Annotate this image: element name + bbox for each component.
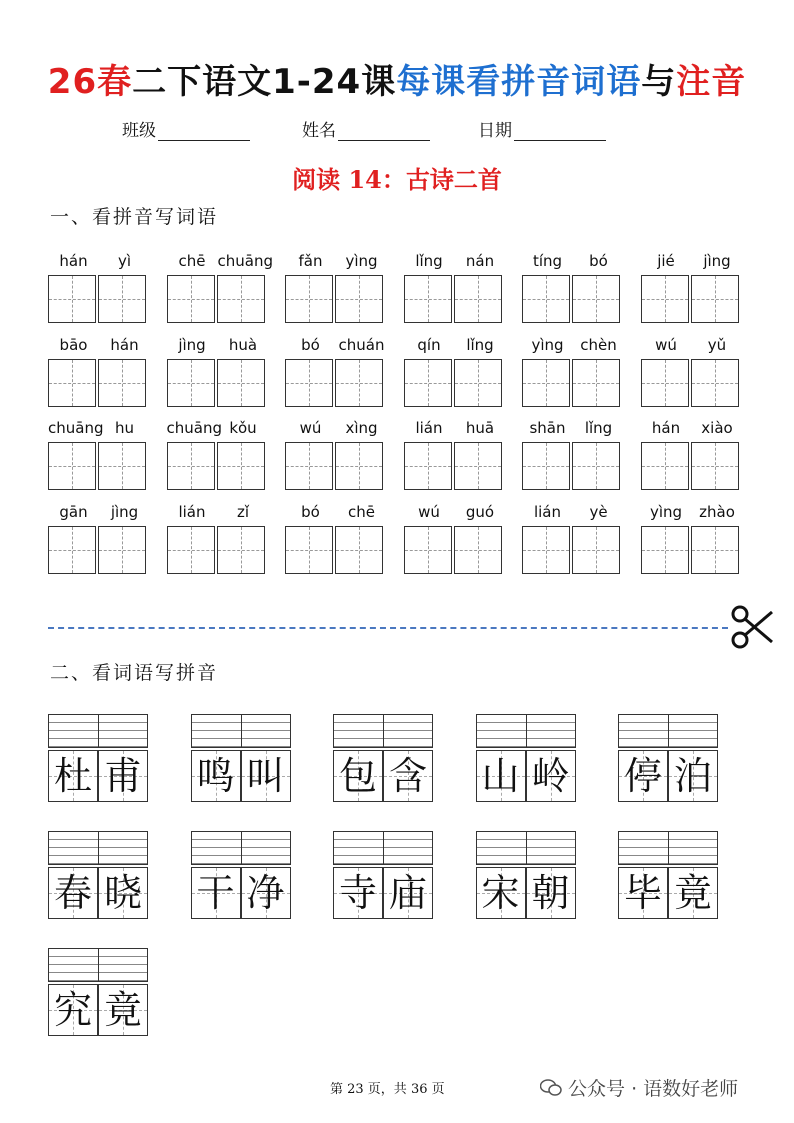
pinyin-syllable-2: huà: [228, 335, 258, 354]
pinyin-syllable-2: kǒu: [229, 419, 257, 437]
tian-box[interactable]: [48, 275, 96, 323]
tian-box[interactable]: [641, 526, 689, 574]
hanzi-char-2: 晓: [103, 871, 142, 915]
pinyin-writing-box[interactable]: [333, 831, 433, 865]
pinyin-label: [522, 417, 624, 439]
pinyin-syllable-1: lián: [178, 502, 206, 521]
pinyin-syllable-1: chē: [178, 252, 206, 270]
pinyin-label: [285, 250, 387, 272]
tian-box[interactable]: [454, 275, 502, 323]
hanzi-char-2: 竟: [673, 871, 712, 915]
pinyin-syllable-1: hán: [651, 419, 681, 437]
info-fields: [0, 116, 794, 140]
pinyin-word-item: [404, 334, 506, 416]
tian-box[interactable]: [98, 359, 146, 407]
tian-box[interactable]: [285, 359, 333, 407]
hanzi-char-2: 庙: [388, 871, 427, 915]
pinyin-label: [285, 417, 387, 439]
hanzi-box: [98, 867, 148, 919]
pinyin-label: [167, 334, 269, 356]
hanzi-box: [476, 867, 526, 919]
pinyin-word-item: [285, 334, 387, 416]
pinyin-writing-box[interactable]: [48, 714, 148, 748]
pinyin-label: [641, 250, 743, 272]
pinyin-syllable-2: nán: [465, 252, 495, 270]
pinyin-label: [522, 334, 624, 356]
pinyin-syllable-2: yìng: [345, 252, 378, 270]
tian-box[interactable]: [691, 526, 739, 574]
pinyin-syllable-1: qín: [417, 335, 441, 354]
word-item: [618, 831, 718, 921]
pinyin-syllable-2: yè: [589, 502, 608, 521]
pinyin-label: [48, 501, 150, 523]
pinyin-writing-box[interactable]: [191, 714, 291, 748]
tian-box[interactable]: [522, 275, 570, 323]
pinyin-word-item: [285, 250, 387, 332]
pinyin-label: [167, 417, 269, 439]
tian-box[interactable]: [98, 526, 146, 574]
tian-box[interactable]: [572, 275, 620, 323]
pinyin-label: [48, 334, 150, 356]
word-item: [191, 831, 291, 921]
pinyin-syllable-1: wú: [655, 335, 677, 354]
pinyin-label: [641, 334, 743, 356]
pinyin-word-item: [167, 417, 269, 499]
hanzi-char-2: 岭: [531, 754, 570, 798]
tian-box[interactable]: [285, 526, 333, 574]
hanzi-box: [526, 867, 576, 919]
hanzi-char-1: 停: [623, 754, 662, 798]
date-blank[interactable]: [514, 122, 606, 141]
pinyin-word-item: [167, 334, 269, 416]
pinyin-syllable-2: zhào: [699, 502, 735, 521]
tian-box[interactable]: [167, 526, 215, 574]
hanzi-box: [191, 867, 241, 919]
tian-box[interactable]: [335, 442, 383, 490]
date-label: 日期: [478, 121, 512, 141]
tian-box[interactable]: [522, 442, 570, 490]
pinyin-syllable-2: yǔ: [707, 335, 727, 354]
hanzi-char-2: 竟: [103, 988, 142, 1032]
tian-box[interactable]: [641, 275, 689, 323]
pinyin-syllable-1: wú: [418, 502, 440, 521]
pinyin-syllable-2: xìng: [345, 419, 378, 437]
pinyin-syllable-1: lián: [415, 419, 443, 437]
tian-box[interactable]: [454, 526, 502, 574]
pinyin-syllable-2: jìng: [703, 252, 731, 270]
date-field[interactable]: [478, 116, 606, 141]
tian-box[interactable]: [48, 526, 96, 574]
pinyin-syllable-2: lǐng: [466, 335, 494, 354]
tian-box[interactable]: [404, 275, 452, 323]
word-item: [333, 831, 433, 921]
hanzi-box: [241, 750, 291, 802]
pinyin-syllable-2: yì: [117, 252, 132, 270]
pinyin-label: [522, 501, 624, 523]
pinyin-syllable-1: chuāng: [48, 419, 104, 437]
pinyin-label: [641, 501, 743, 523]
pinyin-label: [48, 417, 150, 439]
pinyin-label: [285, 501, 387, 523]
word-item: [48, 948, 148, 1038]
tian-box[interactable]: [454, 442, 502, 490]
tian-box[interactable]: [335, 526, 383, 574]
pinyin-label: [285, 334, 387, 356]
hanzi-box: [476, 750, 526, 802]
pinyin-label: [48, 250, 150, 272]
pinyin-syllable-1: yìng: [649, 502, 683, 521]
pinyin-label: [404, 250, 506, 272]
pinyin-label: [641, 417, 743, 439]
tian-box[interactable]: [641, 442, 689, 490]
hanzi-box: [668, 867, 718, 919]
tian-box[interactable]: [404, 442, 452, 490]
hanzi-char-2: 泊: [673, 754, 712, 798]
word-item: [618, 714, 718, 804]
title-part-2: 二下语文1-24课: [132, 62, 397, 102]
word-item: [476, 831, 576, 921]
pinyin-syllable-1: bāo: [59, 335, 88, 354]
pinyin-syllable-2: chuán: [338, 335, 385, 354]
pinyin-word-item: [48, 417, 150, 499]
pinyin-syllable-1: wú: [299, 419, 322, 437]
title-part-5: 注音: [676, 62, 747, 102]
wechat-icon: [540, 1079, 562, 1097]
hanzi-char-1: 干: [196, 871, 235, 915]
hanzi-box: [48, 984, 98, 1036]
pinyin-writing-box[interactable]: [333, 714, 433, 748]
section-2-heading: 二、看词语写拼音: [50, 662, 219, 684]
pinyin-syllable-2: jìng: [110, 502, 139, 521]
tian-box[interactable]: [691, 442, 739, 490]
tian-box[interactable]: [522, 359, 570, 407]
section-1-heading: 一、看拼音写词语: [50, 206, 219, 228]
hanzi-char-1: 毕: [623, 871, 662, 915]
pinyin-label: [522, 250, 624, 272]
hanzi-box: [333, 867, 383, 919]
word-item: [333, 714, 433, 804]
hanzi-char-2: 净: [246, 871, 285, 915]
pinyin-word-item: [48, 250, 150, 332]
pinyin-syllable-2: huā: [465, 419, 495, 437]
pinyin-word-item: [522, 501, 624, 583]
tian-box[interactable]: [404, 526, 452, 574]
pinyin-syllable-2: chē: [348, 502, 375, 521]
pinyin-syllable-1: bó: [301, 502, 320, 521]
lesson-subtitle: 阅读 14：古诗二首: [292, 165, 502, 194]
hanzi-box: [48, 867, 98, 919]
page-footer: 第 23 页，共 36 页: [330, 1082, 445, 1097]
word-item: [476, 714, 576, 804]
tian-box[interactable]: [691, 359, 739, 407]
pinyin-syllable-2: lǐng: [584, 419, 613, 437]
name-label: 姓名: [302, 121, 336, 141]
pinyin-syllable-1: lǐng: [415, 252, 443, 270]
tian-box[interactable]: [217, 442, 265, 490]
pinyin-syllable-1: gān: [59, 502, 88, 521]
pinyin-writing-box[interactable]: [48, 948, 148, 982]
hanzi-box: [618, 750, 668, 802]
tian-box[interactable]: [454, 359, 502, 407]
hanzi-char-1: 包: [338, 754, 377, 798]
class-label: 班级: [122, 121, 156, 141]
name-blank[interactable]: [338, 122, 430, 141]
pinyin-label: [167, 501, 269, 523]
tian-box[interactable]: [572, 526, 620, 574]
tian-box[interactable]: [217, 526, 265, 574]
hanzi-box: [333, 750, 383, 802]
pinyin-syllable-1: bó: [301, 335, 320, 354]
pinyin-word-item: [522, 417, 624, 499]
pinyin-label: [404, 501, 506, 523]
tian-box[interactable]: [48, 442, 96, 490]
pinyin-syllable-2: xiào: [701, 419, 733, 437]
hanzi-box: [98, 984, 148, 1036]
pinyin-word-item: [285, 417, 387, 499]
pinyin-writing-box[interactable]: [191, 831, 291, 865]
tian-box[interactable]: [572, 442, 620, 490]
pinyin-syllable-1: yìng: [531, 335, 564, 354]
hanzi-char-1: 寺: [338, 871, 377, 915]
pinyin-word-item: [404, 417, 506, 499]
pinyin-writing-box[interactable]: [48, 831, 148, 865]
pinyin-word-item: [48, 334, 150, 416]
hanzi-box: [241, 867, 291, 919]
title-part-1: 26春: [47, 62, 133, 102]
pinyin-syllable-2: guó: [465, 502, 495, 521]
hanzi-char-1: 杜: [53, 754, 92, 798]
pinyin-syllable-2: hu: [114, 419, 134, 437]
tian-box[interactable]: [335, 359, 383, 407]
tian-box[interactable]: [48, 359, 96, 407]
tian-box[interactable]: [335, 275, 383, 323]
word-item: [48, 831, 148, 921]
tian-box[interactable]: [641, 359, 689, 407]
hanzi-box: [98, 750, 148, 802]
hanzi-char-1: 鸣: [196, 754, 235, 798]
pinyin-word-item: [48, 501, 150, 583]
tian-box[interactable]: [217, 359, 265, 407]
hanzi-box: [668, 750, 718, 802]
pinyin-syllable-1: chuāng: [166, 419, 222, 437]
hanzi-char-1: 春: [53, 871, 92, 915]
word-item: [191, 714, 291, 804]
title-part-4: 与: [641, 62, 677, 102]
scissors-icon: [730, 604, 776, 650]
pinyin-word-item: [641, 417, 743, 499]
hanzi-char-2: 甫: [103, 754, 142, 798]
pinyin-writing-box[interactable]: [476, 831, 576, 865]
watermark-text: 公众号 · 语数好老师: [568, 1078, 739, 1100]
hanzi-box: [48, 750, 98, 802]
pinyin-syllable-1: lián: [533, 502, 562, 521]
tian-box[interactable]: [98, 275, 146, 323]
pinyin-syllable-2: chuāng: [217, 252, 273, 270]
title-part-3: 每课看拼音词语: [396, 62, 642, 102]
hanzi-char-2: 含: [388, 754, 427, 798]
tian-box[interactable]: [572, 359, 620, 407]
tian-box[interactable]: [167, 442, 215, 490]
pinyin-syllable-2: zǐ: [236, 502, 250, 521]
pinyin-word-item: [641, 501, 743, 583]
hanzi-char-1: 宋: [481, 871, 520, 915]
pinyin-word-item: [404, 501, 506, 583]
tian-box[interactable]: [167, 359, 215, 407]
hanzi-char-2: 叫: [246, 754, 285, 798]
pinyin-syllable-2: chèn: [580, 335, 617, 354]
class-field[interactable]: [122, 116, 250, 141]
pinyin-syllable-2: hán: [110, 335, 139, 354]
hanzi-char-1: 山: [481, 754, 520, 798]
hanzi-box: [383, 750, 433, 802]
pinyin-syllable-2: bó: [589, 252, 608, 270]
tian-box[interactable]: [691, 275, 739, 323]
hanzi-char-2: 朝: [531, 871, 570, 915]
tian-box[interactable]: [285, 442, 333, 490]
pinyin-word-item: [285, 501, 387, 583]
pinyin-word-item: [404, 250, 506, 332]
pinyin-writing-box[interactable]: [476, 714, 576, 748]
page-title: [0, 62, 794, 102]
pinyin-writing-box[interactable]: [618, 831, 718, 865]
pinyin-word-item: [522, 250, 624, 332]
pinyin-syllable-1: jìng: [178, 335, 206, 354]
pinyin-syllable-1: tíng: [532, 252, 563, 270]
tian-box[interactable]: [98, 442, 146, 490]
pinyin-label: [167, 250, 273, 272]
pinyin-syllable-1: shān: [529, 419, 566, 437]
pinyin-word-item: [167, 250, 273, 332]
pinyin-word-item: [522, 334, 624, 416]
word-item: [48, 714, 148, 804]
name-field[interactable]: [302, 116, 430, 141]
pinyin-word-item: [641, 250, 743, 332]
pinyin-label: [404, 334, 506, 356]
cut-line: [48, 627, 728, 629]
pinyin-label: [404, 417, 506, 439]
pinyin-writing-box[interactable]: [618, 714, 718, 748]
tian-box[interactable]: [217, 275, 265, 323]
tian-box[interactable]: [167, 275, 215, 323]
tian-box[interactable]: [522, 526, 570, 574]
tian-box[interactable]: [404, 359, 452, 407]
class-blank[interactable]: [158, 122, 250, 141]
hanzi-char-1: 究: [53, 988, 92, 1032]
pinyin-word-item: [641, 334, 743, 416]
hanzi-box: [191, 750, 241, 802]
pinyin-syllable-1: hán: [59, 252, 88, 270]
hanzi-box: [618, 867, 668, 919]
tian-box[interactable]: [285, 275, 333, 323]
watermark: [540, 1074, 738, 1101]
hanzi-box: [526, 750, 576, 802]
pinyin-syllable-1: jié: [657, 252, 675, 270]
pinyin-word-item: [167, 501, 269, 583]
pinyin-syllable-1: fǎn: [298, 252, 323, 270]
hanzi-box: [383, 867, 433, 919]
